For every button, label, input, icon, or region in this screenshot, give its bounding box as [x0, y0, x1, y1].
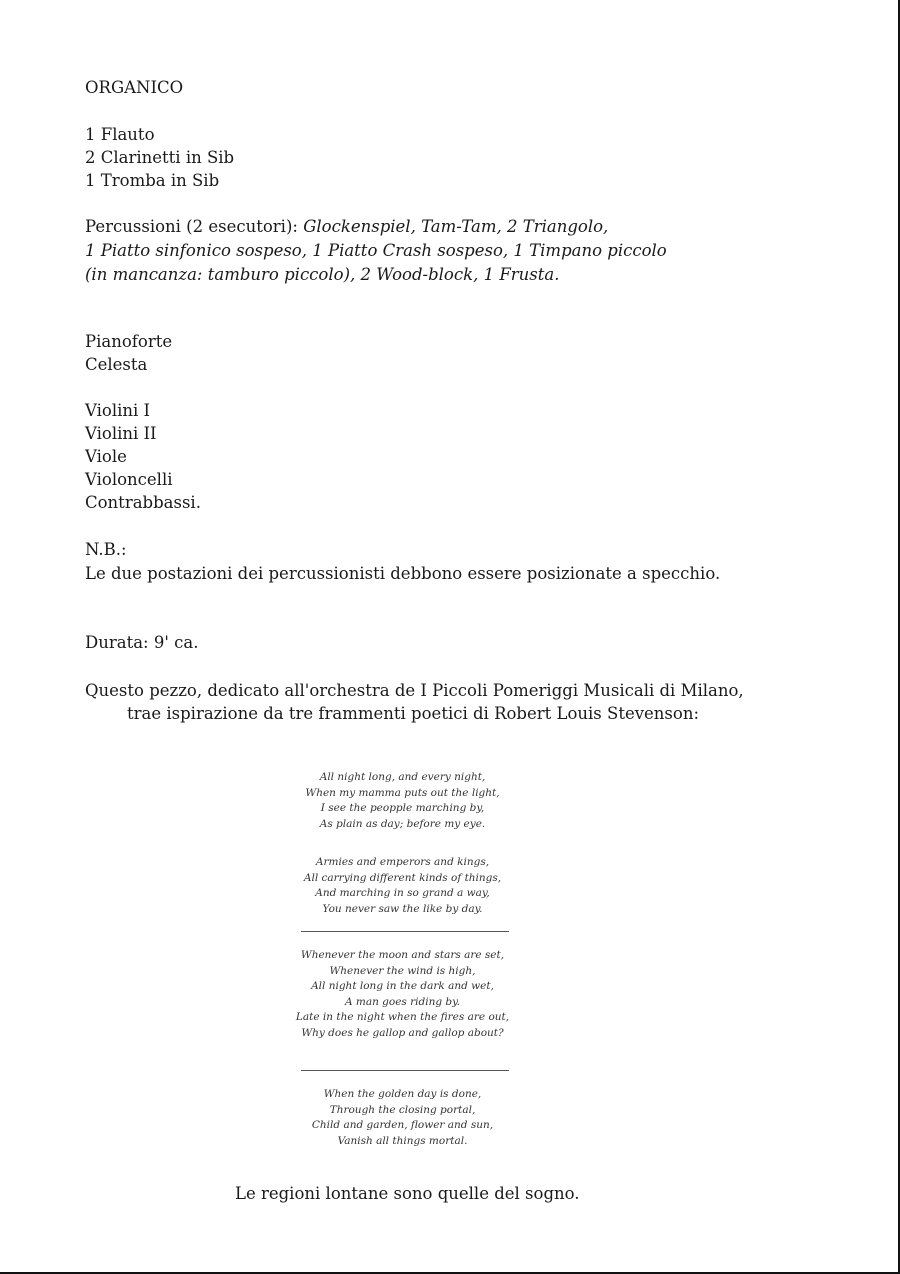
poem-line: Through the closing portal,: [329, 1103, 476, 1116]
instrument-viole: Viole: [85, 447, 127, 466]
instrument-violoncelli: Violoncelli: [85, 470, 173, 489]
instrument-pianoforte: Pianoforte: [85, 332, 173, 351]
percussion-list-3: (in mancanza: tamburo piccolo), 2 Wood-block, 1 Frusta.: [85, 265, 560, 284]
poem-line: Why does he gallop and gallop about?: [301, 1026, 504, 1039]
poem-line: Vanish all things mortal.: [337, 1134, 468, 1147]
instrument-violini-2: Violini II: [85, 424, 157, 443]
poem-line: As plain as day; before my eye.: [319, 817, 486, 830]
poem-line: Whenever the wind is high,: [329, 964, 476, 977]
poem-3: [295, 1087, 510, 1149]
poem-line: You never saw the like by day.: [322, 902, 483, 915]
poem-1-stanza-2: [295, 855, 510, 917]
closing-line: Le regioni lontane sono quelle del sogno.: [235, 1184, 580, 1203]
percussion-label: Percussioni (2 esecutori):: [85, 217, 298, 236]
poem-1-stanza-1: [295, 770, 510, 832]
poem-line: When my mamma puts out the light,: [305, 786, 500, 799]
poem-line: Child and garden, flower and sun,: [311, 1119, 494, 1131]
poem-line: All night long in the dark and wet,: [311, 980, 494, 992]
instrument-flute: 1 Flauto: [85, 125, 155, 144]
note-label: N.B.:: [85, 540, 127, 559]
poem-divider-1: [301, 931, 509, 932]
poem-line: Late in the night when the fires are out,: [295, 1011, 510, 1023]
poem-line: When the golden day is done,: [323, 1088, 482, 1100]
note-text: Le due postazioni dei percussionisti debbono essere posizionate a specchio.: [85, 564, 721, 583]
percussion-list-2: 1 Piatto sinfonico sospeso, 1 Piatto Crash sospeso, 1 Timpano piccolo: [85, 241, 667, 260]
dedication-line-2: trae ispirazione da tre frammenti poetici di Robert Louis Stevenson:: [127, 704, 700, 723]
instrument-clarinets: 2 Clarinetti in Sib: [85, 148, 235, 167]
poem-line: I see the peopple marching by,: [320, 802, 485, 814]
percussion-list-1: Glockenspiel, Tam-Tam, 2 Triangolo,: [303, 217, 609, 236]
poem-2: [295, 948, 510, 1041]
poem-line: A man goes riding by.: [344, 995, 461, 1008]
poem-line: All night long, and every night,: [319, 771, 486, 783]
instrument-trumpet: 1 Tromba in Sib: [85, 171, 220, 190]
instrument-contrabbassi: Contrabbassi.: [85, 493, 201, 512]
dedication-line-1: Questo pezzo, dedicato all'orchestra de I Piccoli Pomeriggi Musicali di Milano,: [85, 681, 744, 700]
poem-divider-2: [301, 1070, 509, 1071]
instrument-violini-1: Violini I: [85, 401, 151, 420]
duration: Durata: 9' ca.: [85, 633, 199, 652]
instrument-celesta: Celesta: [85, 355, 148, 374]
percussion-line-1: [85, 215, 608, 238]
poem-line: All carrying different kinds of things,: [303, 871, 502, 884]
heading-organico: ORGANICO: [85, 78, 184, 97]
poem-line: And marching in so grand a way,: [315, 887, 490, 899]
poem-line: Whenever the moon and stars are set,: [300, 949, 505, 961]
poem-line: Armies and emperors and kings,: [315, 856, 490, 868]
